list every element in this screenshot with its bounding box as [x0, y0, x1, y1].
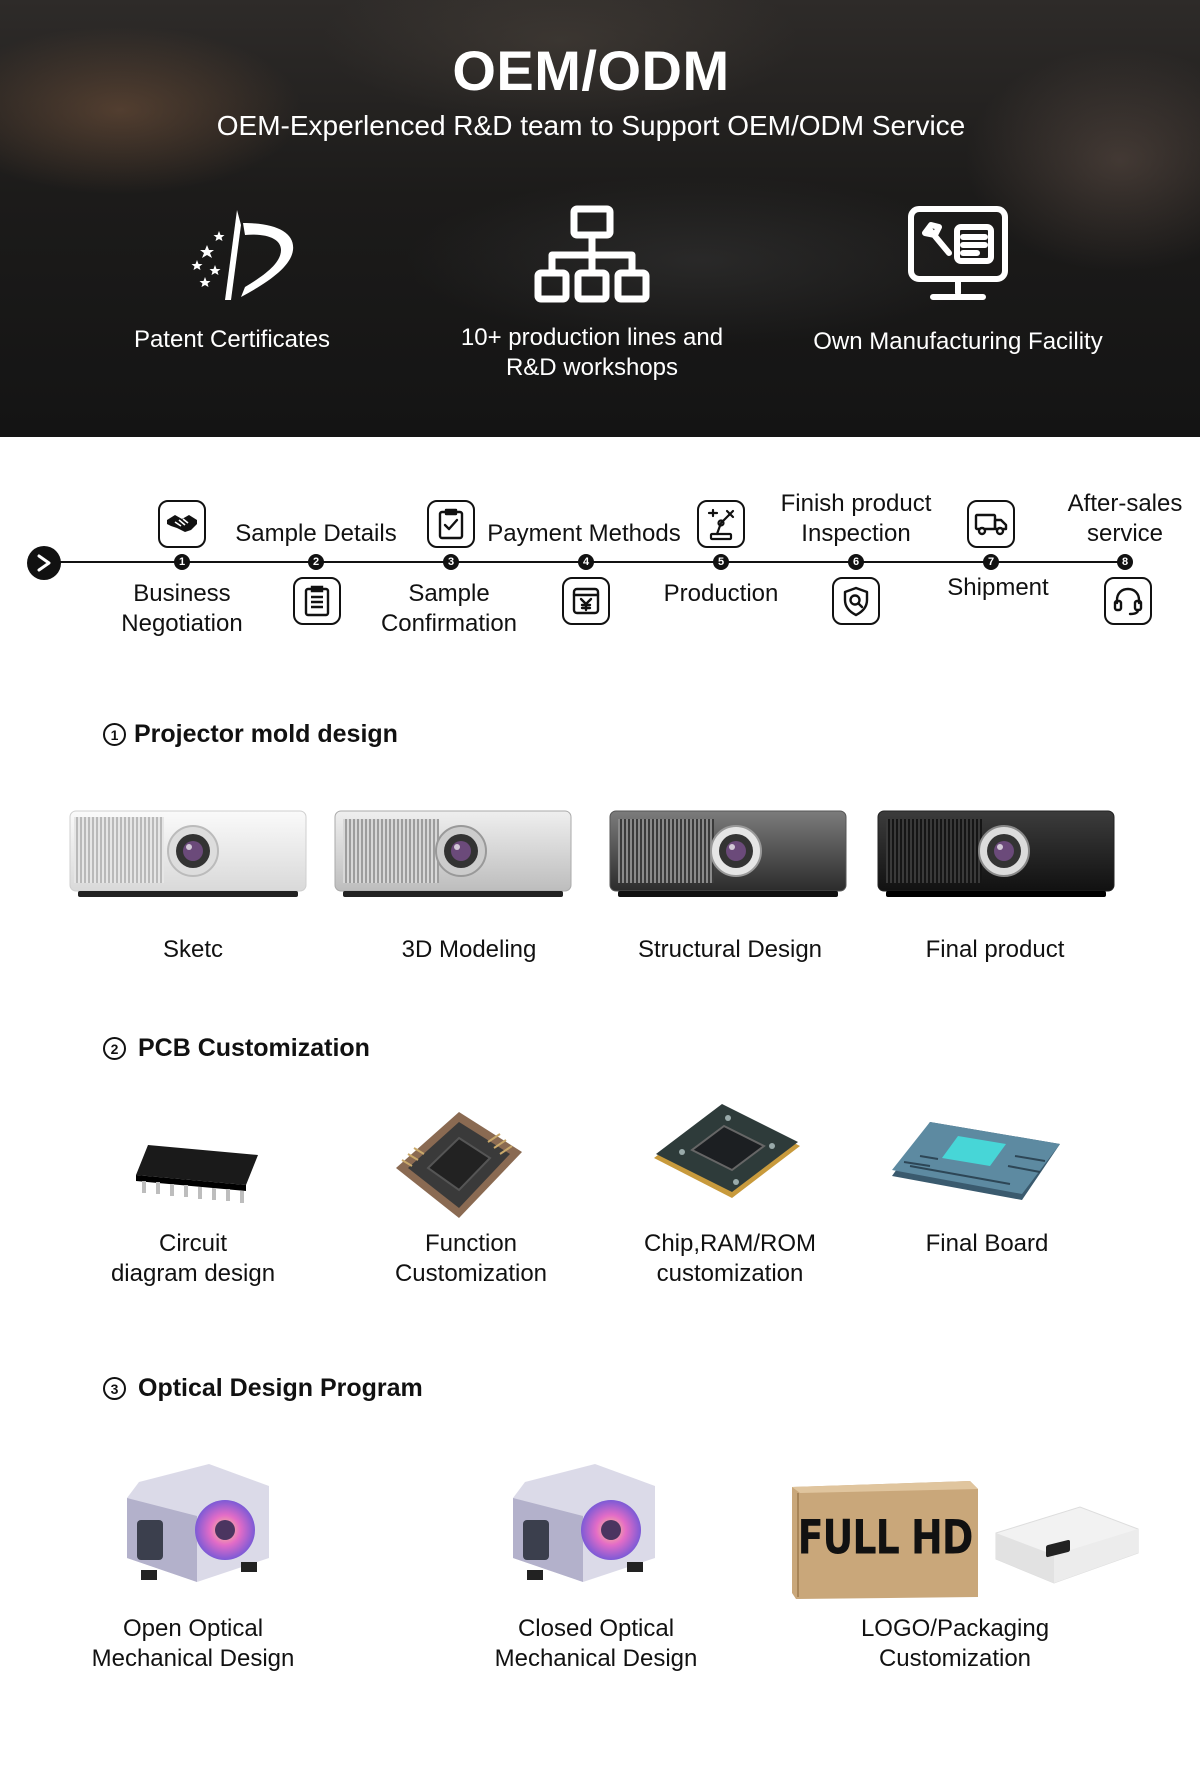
projector-final-product-image: [876, 805, 1116, 905]
feature-production-label: [422, 323, 762, 383]
timeline-dot-2: 2: [308, 554, 324, 570]
optical-caption-1-line2: Mechanical Design: [91, 1645, 295, 1672]
timeline-label-3-line2: Confirmation: [380, 610, 518, 637]
timeline-label-5: Production: [663, 580, 779, 607]
timeline-label-6-line1: Finish product: [780, 490, 932, 517]
timeline-label-1: [87, 579, 277, 639]
pcb-caption-3-line2: customization: [656, 1260, 804, 1287]
feature-production-label-line2: R&D workshops: [505, 354, 679, 381]
optical-caption-3-line1: LOGO/Packaging: [860, 1615, 1050, 1642]
optical-caption-1-line1: Open Optical: [122, 1615, 264, 1642]
mold-caption-2: 3D Modeling: [401, 936, 537, 963]
checklist-icon: [427, 500, 475, 548]
timeline-dot-7: 7: [983, 554, 999, 570]
timeline-dot-1: 1: [174, 554, 190, 570]
clipboard-list-icon: [293, 577, 341, 625]
pcb-caption-3: [615, 1229, 845, 1289]
timeline-label-1-line2: Negotiation: [121, 610, 243, 637]
timeline-label-8: [1030, 489, 1200, 549]
pcb-caption-4-line1: Final Board: [925, 1230, 1049, 1257]
feature-production-lines: [422, 195, 762, 383]
timeline-dot-8: 8: [1117, 554, 1133, 570]
hero-banner: [0, 0, 1200, 437]
hero-title: OEM/ODM: [452, 39, 730, 102]
final-board-image: [890, 1118, 1062, 1204]
projector-sketch-image: [68, 805, 308, 905]
timeline-label-1-line1: Business: [133, 580, 231, 607]
optical-caption-3-line2: Customization: [878, 1645, 1032, 1672]
pcb-caption-3-line1: Chip,RAM/ROM: [643, 1230, 817, 1257]
timeline-label-3-line1: Sample: [408, 580, 490, 607]
payment-yen-icon: [562, 577, 610, 625]
section-title-optical-text: Optical Design Program: [138, 1374, 423, 1402]
robot-arm-icon: [697, 500, 745, 548]
pcb-caption-2-line1: Function: [424, 1230, 518, 1257]
projector-structural-image: [608, 805, 848, 905]
box-full-hd-text: FULL HD: [797, 1509, 973, 1565]
optical-caption-1: [73, 1614, 313, 1674]
feature-manufacturing: [788, 195, 1128, 357]
section-title-optical: [103, 1374, 423, 1403]
feature-patent-label: Patent Certificates: [133, 326, 331, 353]
timeline-label-6-line2: Inspection: [801, 520, 911, 547]
timeline-label-2: Sample Details: [235, 520, 397, 547]
timeline-dot-6: 6: [848, 554, 864, 570]
patent-logo-icon: [162, 195, 302, 315]
chip-ram-rom-image: [652, 1102, 802, 1204]
timeline-label-8-line1: After-sales: [1067, 490, 1183, 517]
feature-patent: [62, 195, 402, 355]
processor-chip-image: [392, 1108, 526, 1222]
pcb-caption-4: [872, 1229, 1102, 1259]
pcb-caption-1: [93, 1229, 293, 1289]
feature-manufacturing-label: Own Manufacturing Facility: [813, 328, 1103, 355]
timeline-label-4: Payment Methods: [487, 520, 681, 547]
timeline-dot-4: 4: [578, 554, 594, 570]
handshake-icon: [158, 500, 206, 548]
optical-caption-3: [835, 1614, 1075, 1674]
timeline-label-8-line2: service: [1086, 520, 1164, 547]
mold-caption-3: Structural Design: [637, 936, 823, 963]
pcb-caption-1-line1: Circuit: [158, 1230, 227, 1257]
open-optical-engine-image: [119, 1458, 273, 1588]
timeline-dot-3: 3: [443, 554, 459, 570]
section-title-mold: [103, 720, 398, 749]
section-title-pcb-text: PCB Customization: [138, 1034, 370, 1062]
section-title-mold-text: Projector mold design: [134, 720, 398, 748]
mold-caption-4: Final product: [925, 936, 1065, 963]
timeline-start-arrow-icon: [27, 546, 61, 580]
pcb-caption-2-line2: Customization: [394, 1260, 548, 1287]
timeline-label-6: [761, 489, 951, 549]
truck-icon: [967, 500, 1015, 548]
mold-caption-1: Sketc: [162, 936, 224, 963]
section-number-3: 3: [103, 1377, 126, 1400]
hero-subtitle: OEM-Experlenced R&D team to Support OEM/ODM Service: [216, 110, 966, 141]
optical-caption-2: [476, 1614, 716, 1674]
timeline-label-3: [354, 579, 544, 639]
optical-caption-2-line2: Mechanical Design: [494, 1645, 698, 1672]
timeline-label-7: Shipment: [947, 574, 1049, 601]
org-chart-icon: [522, 195, 662, 315]
mini-projector-image: [992, 1503, 1142, 1587]
projector-3d-model-image: [333, 805, 573, 905]
timeline-dot-5: 5: [713, 554, 729, 570]
headset-icon: [1104, 577, 1152, 625]
ic-chip-image: [134, 1135, 264, 1215]
section-title-pcb: [103, 1034, 370, 1063]
feature-production-label-line1: 10+ production lines and: [460, 324, 724, 351]
section-number-2: 2: [103, 1037, 126, 1060]
monitor-tools-icon: [888, 195, 1028, 315]
shield-search-icon: [832, 577, 880, 625]
pcb-caption-1-line2: diagram design: [110, 1260, 276, 1287]
closed-optical-engine-image: [505, 1458, 659, 1588]
pcb-caption-2: [371, 1229, 571, 1289]
section-number-1: 1: [103, 723, 126, 746]
optical-caption-2-line1: Closed Optical: [517, 1615, 675, 1642]
process-timeline: [0, 437, 1200, 667]
packaging-box-image: [790, 1477, 980, 1599]
